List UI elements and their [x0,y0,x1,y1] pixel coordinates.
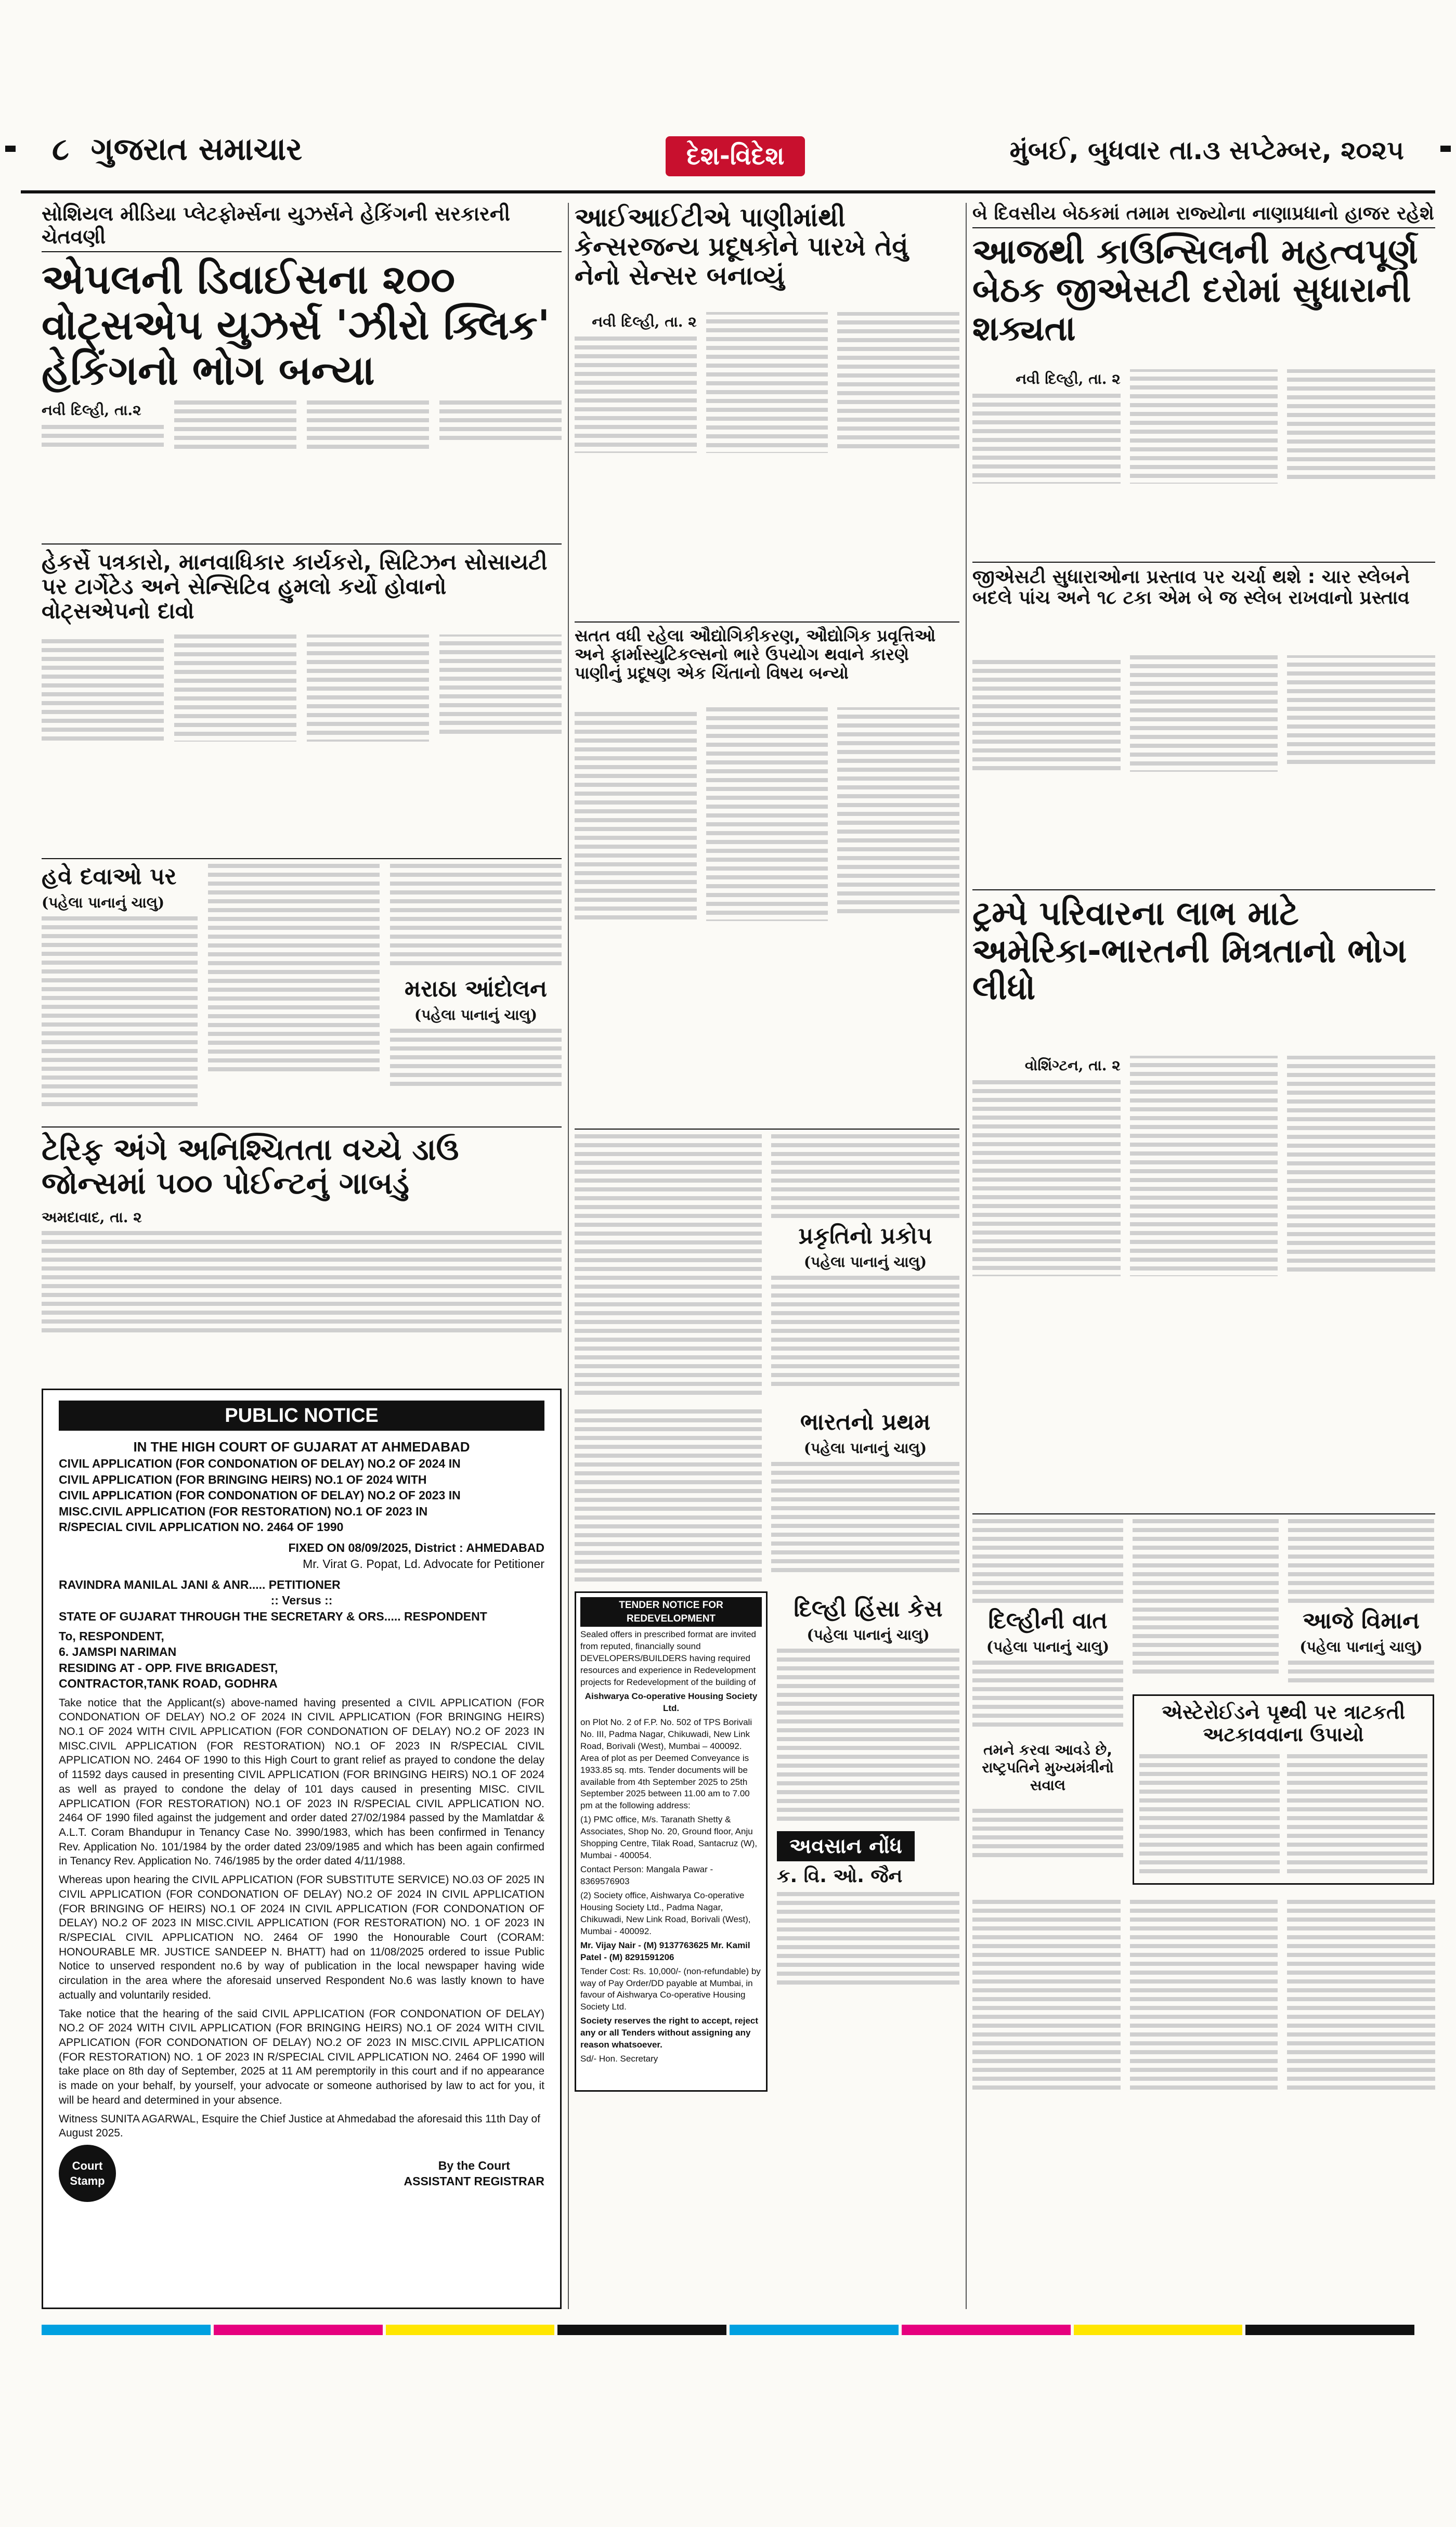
delhi-violence-heading: દિલ્હી હિંસા કેસ [794,1596,943,1622]
column-divider [966,203,967,2309]
delhi-talk-cont-from: (પહેલા પાનાનું ચાલુ) [986,1638,1110,1655]
trump-body [972,1056,1435,1508]
column-2-lower [575,1129,959,2309]
registration-mark [5,146,16,152]
tariff-headline: ટેરિફ અંગે અનિશ્ચિતતા વચ્ચે ડાઉ જોન્સમાં ૫૦૦ પોઈન્ટનું ગાબડું [42,1132,459,1201]
notice-fixed-on: FIXED ON 08/09/2025, District : AHMEDABAD [288,1541,544,1555]
aaj-viman-heading: આજે વિમાન [1303,1608,1420,1634]
notice-addressee: 6. JAMSPI NARIMAN [59,1645,177,1659]
tender-body: Sealed offers in prescribed format are invited from reputed, financially sound DEVELOPERS/BUILDERS having required resources and experience in Redevelopment projects for Redevelopment of the building of [580,1629,756,1688]
delhi-talk-heading: દિલ્હીની વાત [988,1608,1108,1634]
tender-contact-1: Contact Person: Mangala Pawar - 8369576903 [580,1864,713,1887]
public-notice [42,1389,562,2309]
tender-sd: Sd/- Hon. Secretary [580,2054,658,2064]
gst-headline: આજથી કાઉન્સિલની મહત્વપૂર્ણ બેઠક જીએસટી દરોમાં સુધારાની શક્યતા [972,231,1418,349]
tender-details: on Plot No. 2 of F.P. No. 502 of TPS Borivali No. III, Padma Nagar, Chikuwadi, New Link Road, Borivali (West), Mumbai – 400092. Area of plot as per Deemed Conveyance is 1933.85 sq. mts. Tender documents will be available from 4th September 2025 to 25th September 2025 between 11.00 am to 7.00 pm at the following address: [580,1717,752,1811]
delhi-violence-cont-from: (પહેલા પાનાનું ચાલુ) [807,1626,930,1643]
notice-address-1: RESIDING AT - OPP. FIVE BRIGADEST, [59,1661,278,1675]
whatsapp-headline: એપલની ડિવાઈસના ૨૦૦ વોટ્સએપ યુઝર્સ 'ઝીરો ક્લિક' હેકિંગનો ભોગ બન્યા [42,256,550,395]
date-line: મુંબઈ, બુધવાર તા.૩ સપ્ટેમ્બર, ૨૦૨૫ [1009,135,1404,165]
notice-app-1: CIVIL APPLICATION (FOR CONDONATION OF DELAY) NO.2 OF 2024 IN [59,1457,461,1471]
gst-kicker: બે દિવસીય બેઠકમાં તમામ રાજ્યોના નાણાપ્રધાનો હાજર રહેશે [972,203,1435,228]
gst-body-2 [972,655,1435,884]
tender-rights: Society reserves the right to accept, reject any or all Tenders without assigning any reason whatsoever. [580,2016,759,2050]
tender-society-office: (2) Society office, Aishwarya Co-operative Housing Society Ltd., Padma Nagar, Chikuwadi, New Link Road, Borivali (West), Mumbai - 400092. [580,1890,751,1936]
notice-body-1: Take notice that the Applicant(s) above-named having presented a CIVIL APPLICATION (FOR CONDONATION OF DELAY) NO.2 OF 2024 IN CIVIL APPLICATION (FOR BRINGING HEIRS) NO.1 OF 2024 WITH CIVIL APPLICATION (FOR CONDONATION OF DELAY) NO.2 OF 2023 IN MISC.CIVIL APPLICATION (FOR RESTORATION) NO.1 OF 2023 IN R/SPECIAL CIVIL APPLICATION NO. 2464 OF 1990 to this High Court to grant relief as prayed to condone the delay of 11592 days caused in presenting CIVIL APPLICATION (FOR BRINGING HEIRS) NO.1 OF 2024 as well as prayed to condone the delay of 101 days caused in presenting MISC. CIVIL APPLICATION (FOR RESTORATION) NO.1 OF 2023 IN R/SPECIAL CIVIL APPLICATION NO. 2464 OF 1990 filed against the judgement and order dated 27/02/1984 passed by the Mamlatdar & A.L.T. Coram Bhandupur in Tenancy Case No. 3990/1983, which has been confirmed in Tenancy Rev. Application No. 101/1984 by the order dated 23/09/1985 and which has been again confirmed in Tenancy Rev. Application No. 746/1985 by the order dated 4/11/1988. [59,1696,544,1868]
nature-heading: પ્રકૃતિનો પ્રકોપ [798,1223,932,1249]
print-color-bar [42,2325,1414,2335]
tariff-cont-from: (પહેલા પાનાનું ચાલુ) [42,894,165,911]
nature-cont-from: (પહેલા પાનાનું ચાલુ) [803,1253,927,1271]
notice-app-4: MISC.CIVIL APPLICATION (FOR RESTORATION) NO.1 OF 2023 IN [59,1504,428,1518]
section-label: દેશ-વિદેશ [666,136,805,176]
notice-app-5: R/SPECIAL CIVIL APPLICATION NO. 2464 OF 1990 [59,1520,344,1534]
public-notice-title: PUBLIC NOTICE [59,1401,544,1431]
trump-dateline: વોશિંગ્ટન, તા. ૨ [1024,1057,1121,1074]
whatsapp-subhead-box [42,543,562,632]
notice-court: IN THE HIGH COURT OF GUJARAT AT AHMEDABAD [133,1439,470,1455]
registration-mark [1440,146,1451,152]
iit-subhead-box [575,621,959,705]
iit-dateline: નવી દિલ્હી, તા. ૨ [592,313,697,330]
paper-name: ૮ ગુજરાત સમાચાર [52,131,303,167]
notice-address-2: CONTRACTOR,TANK ROAD, GODHRA [59,1677,278,1691]
column-3-lower [972,1513,1435,2309]
iit-body [575,312,959,619]
column-divider [568,203,569,2309]
tariff-dateline: અમદાવાદ, તા. ૨ [42,1208,142,1226]
maratha-heading: મરાઠા આંદોલન [405,976,547,1002]
gst-story-header [972,203,1435,364]
asteroid-heading: એસ્ટેરોઈડને પૃથ્વી પર ત્રાટકતી અટકાવવાના ઉપાયો [1161,1701,1406,1746]
whatsapp-subhead: હેકર્સે પત્રકારો, માનવાધિકાર કાર્યકરો, સિટિઝન સોસાયટી પર ટાર્ગેટેડ અને સેન્સિટિવ હુમલો કર્યો હોવાનો વોટ્સએપનો દાવો [42,549,548,624]
notice-petitioner: RAVINDRA MANILAL JANI & ANR..... PETITIONER [59,1577,341,1591]
masthead [21,121,1435,193]
notice-app-2: CIVIL APPLICATION (FOR BRINGING HEIRS) NO.1 OF 2024 WITH [59,1472,427,1486]
tender-fee: Tender Cost: Rs. 10,000/- (non-refundable) by way of Pay Order/DD payable at Mumbai, in favour of Aishwarya Co-operative Housing Society Ltd. [580,1966,761,2012]
whatsapp-body-2 [42,634,562,853]
gst-subhead-box [972,562,1435,650]
whatsapp-kicker: સોશિયલ મીડિયા પ્લેટફોર્મ્સના યુઝર્સને હેકિંગની સરકારની ચેતવણી [42,203,562,252]
notice-versus: :: Versus :: [270,1593,333,1608]
asteroid-box [1133,1694,1434,1885]
whatsapp-dateline: નવી દિલ્હી, તા.૨ [42,401,141,419]
tariff-continuation [42,858,562,1378]
tender-notice [575,1591,768,2092]
tender-society: Aishwarya Co-operative Housing Society Ltd. [584,1691,758,1713]
iit-body-2 [575,707,959,1123]
court-stamp: Court Stamp [59,2145,116,2202]
notice-signoff-1: By the Court [438,2158,510,2172]
india-first-cont-from: (પહેલા પાનાનું ચાલુ) [803,1440,927,1457]
gst-subhead: જીએસટી સુધારાઓના પ્રસ્તાવ પર ચર્ચા થશે : ચાર સ્લેબને બદલે પાંચ અને ૧૮ ટકા એમ બે જ સ્લેબ રાખવાનો પ્રસ્તાવ [972,566,1410,609]
notice-body-2: Whereas upon hearing the CIVIL APPLICATION (FOR SUBSTITUTE SERVICE) NO.03 OF 2025 IN CIVIL APPLICATION (FOR CONDONATION OF DELAY) NO.2 OF 2024 IN CIVIL APPLICATION (FOR BRINGING OF HEIRS) NO.1 OF 2024 IN CIVIL APPLICATION (FOR CONDONATION OF DELAY) NO.2 OF 2023 IN MISC.CIVIL APPLICATION (FOR RESTORATION) NO. 1 OF 2023 IN R/SPECIAL CIVIL APPLICATION NO. 2464 OF 1990 the Honourable Court (CORAM: HONOURABLE MR. JUSTICE SANDEEP N. BHATT) had on 11/08/2025 ordered to issue Public Notice to unserved respondent no.6 by way of publication in the local newspaper having wide circulation in the area where the aforesaid unserved Respondent No.6 was lastly known to have actually and voluntarily resided. [59,1874,544,2001]
iit-subhead: સતત વધી રહેલા ઔદ્યોગિકીકરણ, ઔદ્યોગિક પ્રવૃત્તિઓ અને ફાર્માસ્યુટિકલ્સનો ભારે ઉપયોગ થવાને કારણે પાણીનું પ્રદૂષણ એક ચિંતાનો વિષય બન્યો [575,626,936,683]
notice-signoff-2: ASSISTANT REGISTRAR [404,2174,544,2188]
tariff-cont-heading: હવે દવાઓ પર [42,863,177,890]
notice-advocate: Mr. Virat G. Popat, Ld. Advocate for Petitioner [303,1557,544,1571]
notice-respondent: STATE OF GUJARAT THROUGH THE SECRETARY & ORS..... RESPONDENT [59,1609,487,1623]
maratha-cont-from: (પહેલા પાનાનું ચાલુ) [414,1006,538,1023]
iit-story-header [575,203,959,307]
notice-witness: Witness SUNITA AGARWAL, Esquire the Chief Justice at Ahmedabad the aforesaid this 11th Day of August 2025. [59,2113,541,2140]
tender-contact-2: Mr. Vijay Nair - (M) 9137763625 Mr. Kamil Patel - (M) 8291591206 [580,1940,750,1962]
obituary-title: અવસાન નોંધ [777,1831,915,1861]
trump-headline: ટ્રમ્પે પરિવારના લાભ માટે અમેરિકા-ભારતની મિત્રતાનો ભોગ લીધો [972,895,1407,1008]
notice-app-3: CIVIL APPLICATION (FOR CONDONATION OF DELAY) NO.2 OF 2023 IN [59,1488,461,1502]
delhi-talk-sub: તમને કરવા આવડે છે, રાષ્ટ્રપતિને મુખ્યમંત્રીનો સવાલ [982,1741,1114,1794]
whatsapp-story-header [42,203,562,400]
tender-pmc: (1) PMC office, M/s. Taranath Shetty & Associates, Shop No. 20, Ground floor, Anju Shopping Centre, Tilak Road, Santacruz (W), Mumbai - 400054. [580,1815,758,1861]
tender-title: TENDER NOTICE FOR REDEVELOPMENT [580,1597,762,1627]
india-first-heading: ભારતનો પ્રથમ [800,1409,931,1435]
aaj-viman-cont-from: (પહેલા પાનાનું ચાલુ) [1299,1638,1423,1655]
notice-body-3: Take notice that the hearing of the said CIVIL APPLICATION (FOR CONDONATION OF DELAY) NO.2 OF 2024 WITH CIVIL APPLICATION (FOR BRINGING HEIRS) NO.1 OF 2024 WITH CIVIL APPLICATION (FOR CONDONATION OF DELAY) NO.2 OF 2023 IN MISC.CIVIL APPLICATION (FOR RESTORATION) NO. 1 OF 2023 IN R/SPECIAL CIVIL APPLICATION NO. 2464 OF 1990 will take place on 8th day of September, 2025 at 11 AM peremptorily in this court and if no appearance is made on your behalf, by yourself, your advocate or someone authorised by law to act for you, it will be heard and determined in your absence. [59,2007,544,2106]
obituary-first-name: ક. વિ. ઓ. જૈન [777,1865,903,1887]
notice-to: To, RESPONDENT, [59,1629,164,1643]
whatsapp-body [42,400,562,541]
trump-story-header [972,889,1435,1051]
iit-kicker: આઈઆઈટીએ પાણીમાંથી કેન્સરજન્ય પ્રદૂષકોને પારખે તેવું નેનો સેન્સર બનાવ્યું [575,202,908,291]
gst-dateline: નવી દિલ્હી, તા. ૨ [1016,370,1121,387]
